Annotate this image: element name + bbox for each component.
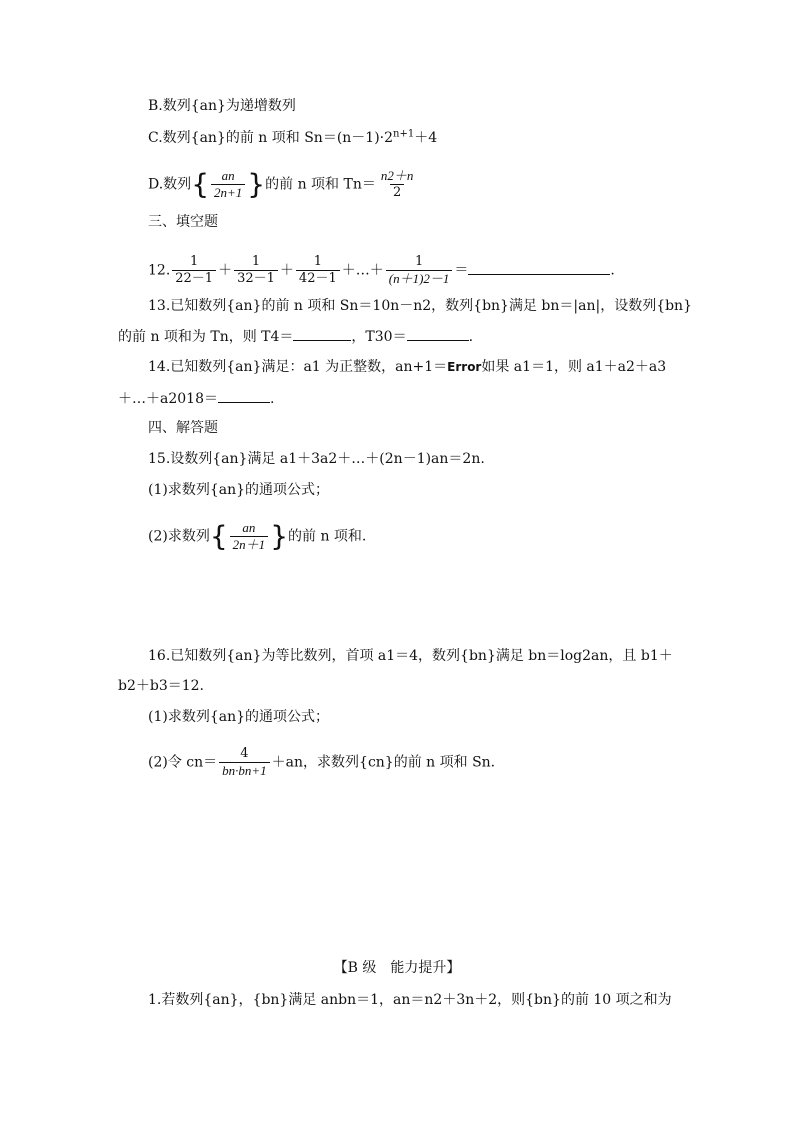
level-b-question-1: 1.若数列{an}，{bn}满足 anbn＝1，an＝n2＋3n＋2，则{bn}的前 10 项之和为	[148, 992, 672, 1008]
q14-text-c: ＋…＋a2018＝	[118, 391, 218, 407]
question-13-line-1: 13.已知数列{an}的前 n 项和 Sn＝10n－n2，数列{bn}满足 bn＝|an|，设数列{bn}	[148, 298, 692, 314]
level-b-heading: 【B 级 能力提升】	[333, 960, 461, 976]
fraction-numerator: n2＋n	[380, 168, 414, 183]
option-d-fraction	[211, 168, 245, 201]
fraction-denominator: 2n+1	[211, 184, 245, 201]
question-15-part-2	[148, 520, 366, 553]
question-16-line-1: 16.已知数列{an}为等比数列，首项 a1＝4，数列{bn}满足 bn＝log2an，且 b1＋	[148, 648, 673, 664]
option-d	[148, 168, 418, 201]
option-b: B.数列{an}为递增数列	[148, 98, 296, 114]
fraction-denominator: 42－1	[296, 270, 340, 287]
question-14-line-2: ＋…＋a2018＝ .	[118, 388, 274, 409]
fraction-numerator: an	[221, 168, 235, 183]
q13-text-a: 的前 n 项和为 Tn，则 T4＝	[118, 329, 294, 345]
question-number: 12.	[148, 262, 171, 279]
section-solve-heading: 四、解答题	[148, 420, 218, 436]
answer-blank-t30[interactable]	[407, 326, 469, 341]
q12-term-2	[234, 254, 278, 287]
q14-text-b: 如果 a1＝1，则 a1＋a2＋a3	[481, 359, 667, 375]
q16-p2-text-b: ＋an，求数列{cn}的前 n 项和 Sn.	[271, 754, 496, 771]
left-brace-icon: {	[209, 519, 228, 553]
fraction-denominator: (n＋1)2－1	[386, 270, 453, 287]
answer-blank[interactable]	[468, 260, 610, 275]
option-c-suffix: ＋4	[414, 130, 438, 146]
question-15: 15.设数列{an}满足 a1＋3a2＋…＋(2n－1)an＝2n.	[148, 451, 485, 467]
question-16-line-2: b2＋b3＝12.	[118, 678, 205, 694]
fraction-denominator: 2n＋1	[230, 536, 269, 553]
fraction-denominator: 32－1	[234, 270, 278, 287]
right-brace-icon: }	[270, 519, 289, 553]
option-d-prefix: D.数列	[148, 176, 192, 193]
error-text: Error	[447, 360, 482, 374]
fraction-numerator: 1	[313, 254, 322, 269]
option-d-mid: 的前 n 项和 Tn＝	[265, 176, 376, 193]
option-c	[148, 128, 437, 148]
fraction-denominator: 2	[390, 184, 404, 201]
q12-last-term	[386, 254, 453, 287]
q12-ellipsis: ＋…＋	[341, 262, 384, 279]
q16-fraction	[219, 746, 270, 779]
q15-p2-text-b: 的前 n 项和.	[288, 528, 367, 545]
question-16-part-2	[148, 746, 495, 779]
q12-term-3	[296, 254, 340, 287]
left-brace-icon: {	[191, 167, 210, 201]
question-14-line-1	[148, 357, 666, 377]
q15-p2-text-a: (2)求数列	[148, 528, 210, 545]
section-fill-blank-heading: 三、填空题	[148, 214, 218, 230]
question-13-line-2: 的前 n 项和为 Tn，则 T4＝ ，T30＝ .	[118, 326, 473, 347]
option-d-result-fraction	[378, 168, 417, 201]
option-c-exponent: n+1	[393, 128, 415, 140]
answer-blank-t4[interactable]	[293, 326, 351, 341]
q14-text-a: 14.已知数列{an}满足：a1 为正整数，an+1＝	[148, 359, 448, 375]
question-12: 12. $\frac{1}{22-1}$ ＋ $\frac{1}{32-1}$ ＋ $\frac{1}{42-1}$ ＋…＋ $\frac{1}{(n+1)2-1}$ ＝ .	[148, 254, 615, 286]
option-c-text: C.数列{an}的前 n 项和 Sn＝(n－1)·2	[148, 130, 394, 146]
fraction-numerator: an	[242, 520, 256, 535]
fraction-numerator: 1	[414, 254, 424, 269]
q13-text-b: ，T30＝	[351, 329, 407, 345]
fraction-numerator: 1	[251, 254, 261, 269]
fraction-numerator: 1	[190, 254, 199, 269]
q16-p2-text-a: (2)令 cn＝	[148, 754, 218, 771]
answer-blank-sum[interactable]	[218, 388, 270, 403]
fraction-denominator: 22－1	[172, 270, 216, 287]
right-brace-icon: }	[247, 167, 266, 201]
question-16-part-1: (1)求数列{an}的通项公式；	[148, 709, 330, 725]
fraction-numerator: 4	[240, 746, 249, 761]
q12-term-1	[172, 254, 216, 287]
fraction-denominator: bn·bn+1	[219, 762, 270, 779]
q15-fraction	[230, 520, 269, 553]
question-15-part-1: (1)求数列{an}的通项公式；	[148, 482, 330, 498]
